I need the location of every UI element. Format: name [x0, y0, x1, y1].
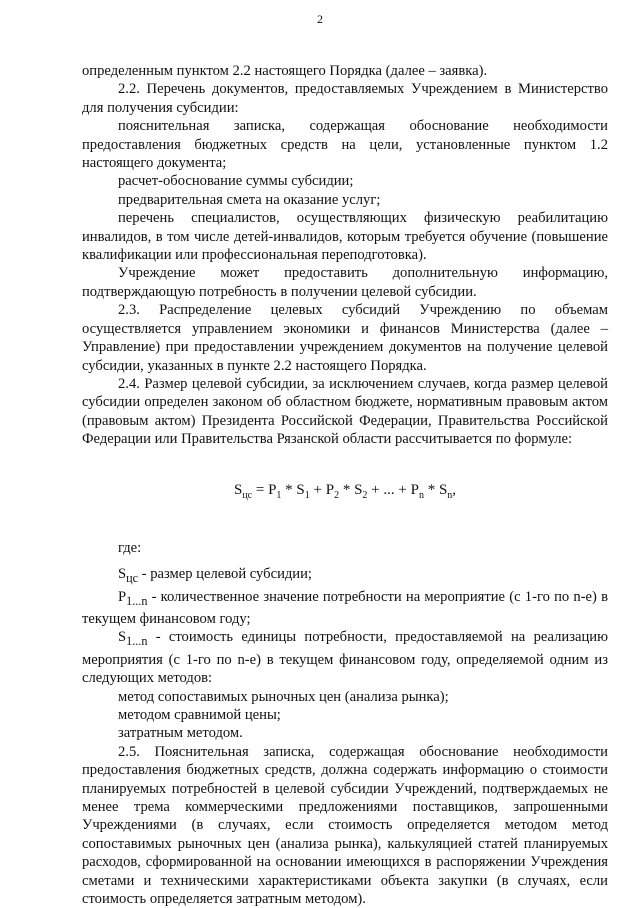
- formula-term: P: [325, 481, 335, 498]
- definition-symbol: P: [118, 588, 127, 605]
- formula-subscript: n: [447, 489, 453, 501]
- formula-operator: =: [252, 481, 269, 498]
- formula-term: S: [296, 481, 305, 498]
- paragraph: методом сравнимой цены;: [118, 706, 281, 723]
- definition-subscript: цс: [126, 571, 139, 586]
- formula-subscript: 1: [304, 489, 310, 501]
- formula-subscript: 2: [362, 489, 368, 501]
- paragraph: расчет-обоснование суммы субсидии;: [118, 173, 354, 190]
- page-number: 2: [317, 12, 323, 26]
- formula-term: P: [268, 481, 277, 498]
- formula-operator: + ... +: [367, 481, 411, 498]
- definition-text: - стоимость единицы потребности, предоставляемой на реализацию мероприятия (с 1-го по n-е) в текущем финансовом году, определяемой одним из следующих методов:: [82, 629, 608, 687]
- paragraph: где:: [118, 539, 142, 556]
- formula-subscript: 2: [334, 489, 340, 501]
- definition-subscript: 1...n: [126, 634, 148, 649]
- paragraph: предварительная смета на оказание услуг;: [118, 191, 381, 208]
- definition-text: - количественное значение потребности на мероприятие (с 1-го по n-е) в текущем финансовом году;: [82, 588, 608, 627]
- definition-symbol: S: [118, 629, 127, 646]
- paragraph: определенным пунктом 2.2 настоящего Порядка (далее – заявка).: [82, 63, 488, 79]
- paragraph: 2.4. Размер целевой субсидии, за исключением случаев, когда размер целевой субсидии определен законом об областном бюджете, нормативным правовым актом (правовым актом) Президента Российской Федерации, Правительства Российской Федерации или Правительства Рязанской области рассчитывается по формуле:: [82, 375, 608, 448]
- definition-text: - размер целевой субсидии;: [138, 566, 312, 583]
- formula-subscript: n: [418, 489, 424, 501]
- paragraph: перечень специалистов, осуществляющих физическую реабилитацию инвалидов, в том числе детей-инвалидов, которым требуется обучение (повышение квалификации или профессиональная переподготовка).: [82, 210, 608, 264]
- formula-term: P: [410, 481, 419, 498]
- formula-operator: +: [309, 481, 326, 498]
- paragraph: пояснительная записка, содержащая обоснование необходимости предоставления бюджетных средств на цели, установленные пунктом 1.2 настоящего документа;: [82, 118, 608, 172]
- formula-subscript: цс: [242, 489, 253, 501]
- formula-term: S: [233, 481, 243, 498]
- formula-subscript: 1: [276, 489, 282, 501]
- definition: [82, 565, 608, 587]
- definition-subscript: 1...n: [126, 593, 148, 608]
- formula-term: S: [354, 481, 363, 498]
- formula-end: ,: [452, 481, 457, 498]
- paragraph: 2.5. Пояснительная записка, содержащая обоснование необходимости предоставления бюджетных средств, должна содержать информацию о стоимости планируемых потребностей в целевой субсидии Учреждений, подтверждаемых не менее трема коммерческими предложениями поставщиков, запрошенными Учреждениями (в случаях, если стоимость определяется методом метод сопоставимых рыночных цен (анализа рынка), калькуляцией статей планируемых расходов, сформированной на основании имеющихся в распоряжении Учреждения сметами и техническими характеристиками объекта закупки (в случаях, если стоимость определяется затратным методом).: [82, 743, 608, 907]
- paragraph: метод сопоставимых рыночных цен (анализа рынка);: [118, 688, 449, 705]
- paragraph: 2.3. Распределение целевых субсидий Учреждению по объемам осуществляется управлением экономики и финансов Министерства (далее – Управление) при предоставлении учреждением документов на получение целевой субсидии, указанных в пункте 2.2 настоящего Порядка.: [82, 302, 608, 374]
- paragraph: 2.2. Перечень документов, предоставляемых Учреждением в Министерство для получения субсидии:: [82, 81, 608, 116]
- paragraph: затратным методом.: [118, 725, 243, 742]
- formula-operator: *: [339, 481, 355, 498]
- definition: [82, 628, 608, 687]
- subsidy-formula: [82, 481, 608, 505]
- formula-term: S: [438, 481, 448, 498]
- definition-symbol: S: [118, 566, 127, 583]
- paragraph: Учреждение может предоставить дополнительную информацию, подтверждающую потребность в получении целевой субсидии.: [82, 265, 608, 300]
- document-body: [82, 62, 608, 908]
- formula-operator: *: [281, 481, 297, 498]
- formula-operator: *: [423, 481, 439, 498]
- definition: [82, 588, 608, 629]
